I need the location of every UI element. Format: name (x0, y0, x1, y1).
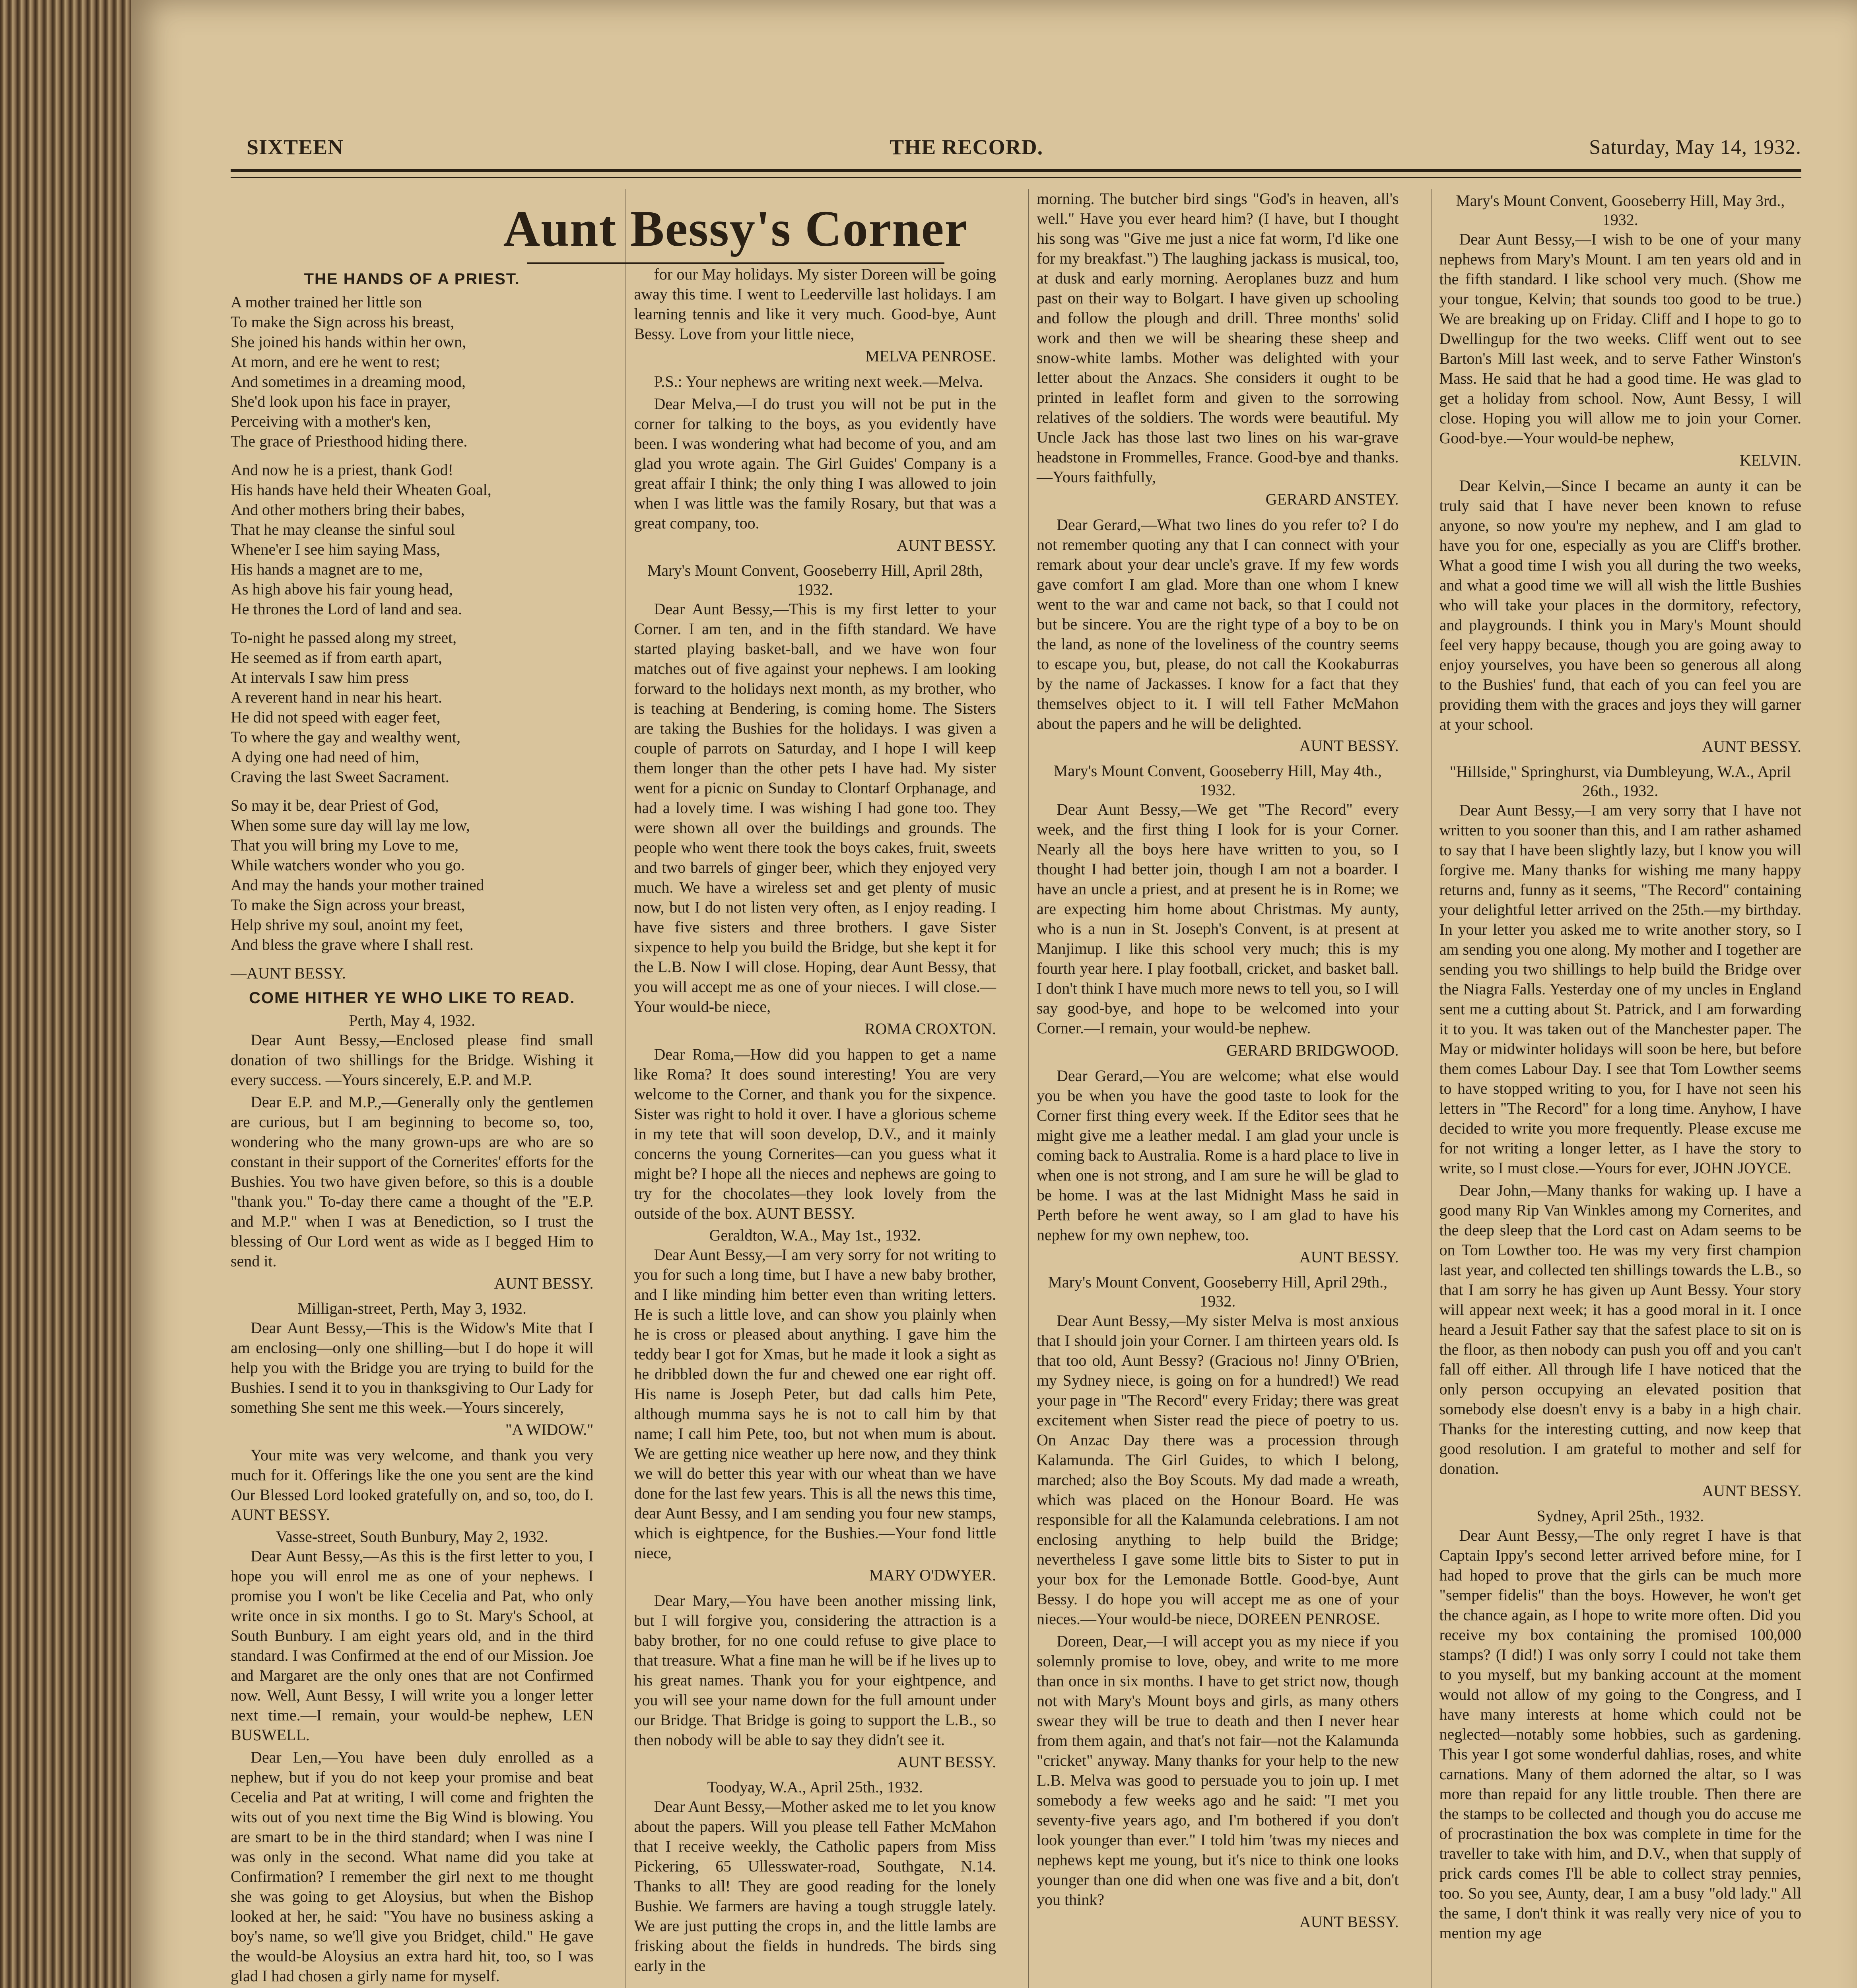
signature: MELVA PENROSE. (865, 347, 996, 365)
poem (231, 269, 594, 983)
letter-address: Geraldton, W.A., May 1st., 1932. (709, 1226, 921, 1244)
poem-line: A mother trained her little son (231, 293, 422, 311)
reply-text: Dear Len,—You have been duly enrolled as a nephew, but if you do not keep your promise and beat Cecelia and Pat at writing, I will come and frighten the wits out of you next time the Big Wind is blowing. You are smart to be in the third standard; when I was nine I was only in the second. What name did you take at Confirmation? I remember the girl next to me thought she was going to get Aloysius, but when the Bishop looked at her, he said: "You have no business asking a boy's name, so we'll give you Bridget, child." He gave the would-be Aloysius an extra hard hit, too, so I was glad I had chosen a girly name for myself. (231, 1748, 594, 1985)
poem-line: Craving the last Sweet Sacrament. (231, 768, 449, 786)
letter-text: Dear Aunt Bessy,—This is my first letter to your Corner. I am ten, and in the fifth standard. We have started playing basket-ball, and we have won four matches out of five against your nephews. I am looking forward to the holidays next month, as my brother, who is teaching at Bendering, is coming home. The Sisters are taking the Bushies for the holidays. I was given a couple of parrots on Saturday, and I hope I will keep them longer than the other pets I have had. My sister went for a picnic on Sunday to Clontarf Orphanage, and had a lovely time. I was wishing I had gone too. They were shown all over the buildings and grounds. The people who went there took the boys cakes, fruit, sweets and two barrels of ginger beer, which they enjoyed very much. We have a wireless set and get plenty of music now, but I do not listen very often, as I enjoy reading. I have five sisters and three brothers. I gave Sister sixpence to help you build the Bridge, but she kept it for the L.B. Now I will close. Hoping, dear Aunt Bessy, that you will accept me as one of your nieces. I will close.—Your would-be niece, (634, 600, 996, 1015)
reply-text: Dear Melva,—I do trust you will not be put in the corner for talking to the boys, as you evidently have been. I was wondering what had become of you, and am glad you wrote again. The Girl Guides' Company is a great affair I think; the only thing I was allowed to join when I was little was the family Rosary, but that was a great company, too. (634, 395, 996, 532)
poem-line: And bless the grave where I shall rest. (231, 936, 474, 953)
poem-line: He did not speed with eager feet, (231, 708, 441, 726)
poem-line: That he may cleanse the sinful soul (231, 520, 455, 538)
column-headline: Aunt Bessy's Corner (503, 200, 968, 257)
header-rule-thin (231, 177, 1801, 178)
signature: AUNT BESSY. (494, 1274, 594, 1292)
letter-text: Dear Aunt Bessy,—The only regret I have is that Captain Ippy's second letter arrived before mine, for I had hoped to prove that the girls can be much more "semper fidelis" than the boys. However, he won't get the chance again, as I hope to write more often. Did you receive my box containing the promised 100,000 stamps? (I did!) I was only sorry I could not take them to you myself, but my banking account at the moment would not allow of my going to the Congress, and I have many interests at home which could not be neglected—notably some hobbies, such as gardening. This year I got some wonderful dahlias, roses, and white carnations. Many of them adorned the altar, so I was more than repaid for any little trouble. Then there are the stamps to be collected and though you do accuse me of procrastination the box was complete in time for the traveller to take with him, and D.V., when that supply of prick cards comes I'll be able to collect stray pennies, too. So you see, Aunty, dear, I am a busy "old lady." All the same, I don't think it was really very nice of you to mention my age (1439, 1526, 1801, 1942)
letter-address: Mary's Mount Convent, Gooseberry Hill, May 4th., 1932. (1053, 762, 1382, 799)
poem-line: As high above his fair young head, (231, 580, 453, 598)
poem-line: And sometimes in a dreaming mood, (231, 373, 466, 390)
header-rule-thick (231, 169, 1801, 172)
poem-stanza (231, 460, 594, 619)
poem-line: His hands have held their Wheaten Goal, (231, 481, 491, 499)
reply-text: Dear E.P. and M.P.,—Generally only the gentlemen are curious, but I am beginning to become so, too, wondering who the many grown-ups are who are so constant in their support of the Cornerites' efforts for the Bushies. You two have given before, so this is a double "thank you." To-day there came a thought of the "E.P. and M.P." when I was at Benediction, so I trust the blessing of Our Lord went as wide as I begged Him to send it. (231, 1093, 594, 1270)
poem-line: To make the Sign across your breast, (231, 896, 465, 914)
letter-text: morning. The butcher bird sings "God's in heaven, all's well." Have you ever heard him? (I have, but I thought his song was "Give me just a nice fat worm, I'd like one for my breakfast.") The laughing jackass is musical, too, at dusk and early morning. Aeroplanes buzz and hum past on their way to Bolgart. I have given up schooling and follow the plough and drill. Three months' solid work and then we will be shearing these sheep and snow-white lambs. Mother was delighted with your letter about the Anzacs. She considers it ought to be printed in leaflet form and given to the sorrowing relatives of the soldiers. The words were beautiful. My Uncle Jack has those last two lines on his war-grave headstone in Frommelles, France. Good-bye and thanks.—Yours faithfully, (1037, 190, 1399, 486)
poem-line: While watchers wonder who you go. (231, 856, 465, 874)
letter-text: for our May holidays. My sister Doreen will be going away this time. I went to Leederville last holidays. I am learning tennis and like it very much. Good-bye, Aunt Bessy. Love from your little niece, (634, 265, 996, 343)
signature: GERARD ANSTEY. (1265, 490, 1399, 508)
poem-line: She'd look upon his face in prayer, (231, 392, 451, 410)
letter-address: Sydney, April 25th., 1932. (1536, 1507, 1704, 1525)
reply-text: Your mite was very welcome, and thank you very much for it. Offerings like the one you sent are the kind Our Blessed Lord looked gratefully on, and so, too, do I. AUNT BESSY. (231, 1446, 594, 1524)
poem-line: He seemed as if from earth apart, (231, 648, 442, 666)
reply-text: Dear John,—Many thanks for waking up. I have a good many Rip Van Winkles among my Cornerites, and the deep sleep that the Lord cast on Adam seems to be on Tom Lowther too. He was my very first champion last year, and collected ten shillings towards the L.B., so that I am sorry he has given up Aunt Bessy. Your story will appear next week; it has a good moral in it. I once heard a Jesuit Father say that the safest place to sit on is the floor, as then nobody can push you off and you can't fall off either. All through life I have noticed that the only person occupying an elevated position that somebody else doesn't envy is a baby in a high chair. Thanks for the interesting cutting, and now keep that good resolution. I am grateful to mother and self for donation. (1439, 1181, 1801, 1477)
signature: "A WIDOW." (505, 1421, 594, 1439)
column-3 (1028, 189, 1407, 1988)
letter-address: "Hillside," Springhurst, via Dumbleyung, W.A., April 26th., 1932. (1449, 763, 1791, 800)
column-4 (1431, 189, 1810, 1988)
letter-address: Milligan-street, Perth, May 3, 1932. (297, 1299, 526, 1317)
poem-line: The grace of Priesthood hiding there. (231, 432, 468, 450)
reply-text: Dear Mary,—You have been another missing link, but I will forgive you, considering the attraction is a baby brother, for no one could refuse to give place to that treasure. What a fine man he will be if he lives up to his great names. Thank you for your eightpence, and you will see your name down for the full amount under our Bridge. That Bridge is going to support the L.B., so then nobody will be able to say they didn't see it. (634, 1592, 996, 1749)
column-1 (223, 189, 602, 1988)
signature: ROMA CROXTON. (864, 1020, 996, 1038)
poem-title: THE HANDS OF A PRIEST. (304, 270, 520, 288)
poem-line: Whene'er I see him saying Mass, (231, 540, 441, 558)
letter-text: Dear Aunt Bessy,—Mother asked me to let you know about the papers. Will you please tell Father McMahon that I receive weekly, the Catholic papers from Miss Pickering, 65 Ullesswater-road, Southgate, N.14. Thanks to all! They are good reading for the lonely Bushie. We farmers are having a tough struggle lately. We are just putting the crops in, and the little lambs are frisking about the fields in hundreds. The birds sing early in the (634, 1798, 996, 1974)
page-header (247, 131, 1801, 163)
book-spine-edge (0, 0, 131, 1988)
signature: GERARD BRIDGWOOD. (1226, 1041, 1399, 1059)
reply-text: Dear Gerard,—What two lines do you refer to? I do not remember quoting any that I can connect with your remark about your dear uncle's grave. If my few words gave comfort I am glad. More than one whom I knew went to the war and came not back, so that I could not but be sincere. You are the right type of a boy to be on the land, as none of the loveliness of the country seems to escape you, but, please, do not call the Kookaburras by the name of Jackasses. I know for a fact that they themselves object to it. I will tell Father McMahon about the papers and he will be delighted. (1037, 516, 1399, 732)
letter-address: Mary's Mount Convent, Gooseberry Hill, April 28th, 1932. (647, 561, 983, 598)
poem-line: His hands a magnet are to me, (231, 560, 423, 578)
letter-address: Vasse-street, South Bunbury, May 2, 1932. (276, 1528, 548, 1545)
signature: AUNT BESSY. (1702, 738, 1801, 755)
column-2 (625, 189, 1004, 1988)
poem-line: To where the gay and wealthy went, (231, 728, 461, 746)
poem-line: Perceiving with a mother's ken, (231, 412, 431, 430)
poem-stanza (231, 796, 594, 955)
letter-address: Toodyay, W.A., April 25th., 1932. (707, 1778, 923, 1796)
signature: AUNT BESSY. (1299, 1913, 1399, 1931)
signature: MARY O'DWYER. (869, 1566, 996, 1584)
poem-stanza (231, 628, 594, 787)
letter-text: Dear Aunt Bessy,—As this is the first letter to you, I hope you will enrol me as one of your nephews. I promise you I won't be like Cecelia and Pat, who only write once in six months. I go to St. Mary's School, at South Bunbury. I am eight years old, and in the third standard. I was Confirmed at the end of our Mission. Joe and Margaret are the only ones that are not Confirmed now. Well, Aunt Bessy, I will write you a longer letter next time.—I remain, your would-be nephew, LEN BUSWELL. (231, 1547, 594, 1744)
signature: AUNT BESSY. (1299, 737, 1399, 755)
poem-line: And may the hands your mother trained (231, 876, 484, 894)
letter-text: Dear Aunt Bessy,—I wish to be one of your many nephews from Mary's Mount. I am ten years old and in the fifth standard. I like school very much. (Show me your tongue, Kelvin; that sounds too good to be true.) We are breaking up on Friday. Cliff and I hope to go to Dwellingup for the two weeks. Cliff went out to see Barton's Mill last week, and to serve Father Winston's Mass. He said that he had a good time. He was glad to get a holiday from school. Now, Aunt Bessy, I will close. Hoping you will allow me to join your Corner. Good-bye.—Your would-be nephew, (1439, 230, 1801, 447)
poem-signature: —AUNT BESSY. (231, 964, 346, 982)
poem-line: That you will bring my Love to me, (231, 836, 459, 854)
letter-text: Dear Aunt Bessy,—I am very sorry that I have not written to you sooner than this, and I am rather ashamed to say that I have been slightly lazy, but I know you will forgive me. Many thanks for wishing me many happy returns and, funny as it seems, "The Record" containing your delightful letter arrived on the 25th.—my birthday. In your letter you asked me to write another story, so I am sending you one along. My mother and I together are sending you two shillings to help build the Bridge over the Niagra Falls. Yesterday one of my uncles in England sent me a cutting about St. Patrick, and I am forwarding it to you. It was taken out of the Manchester paper. The May or midwinter holidays will soon be here, but before them comes Labour Day. I see that Tom Lowther seems to have stopped writing to you, for I have not seen his letters in "The Record" for a long time. Anyhow, I have decided to write you more frequently. Please excuse me for not writing a longer letter, as I have the story to write, so I must close.—Yours for ever, JOHN JOYCE. (1439, 801, 1801, 1177)
poem-line: Help shrive my soul, anoint my feet, (231, 916, 463, 934)
poem-line: At morn, and ere he went to rest; (231, 353, 440, 371)
signature: AUNT BESSY. (1299, 1248, 1399, 1266)
letter-text: Dear Aunt Bessy,—Enclosed please find small donation of two shillings for the Bridge. Wishing it every success. —Yours sincerely, E.P. and M.P. (231, 1031, 594, 1089)
letter-text: Dear Aunt Bessy,—We get "The Record" every week, and the first thing I look for is your Corner. Nearly all the boys here have written to you, so I thought I had better join, though I am not a boarder. I have an uncle a priest, and at present he is in Rome; we are expecting him home about Christmas. My aunty, who is a nun in St. Joseph's Convent, is at present at Manjimup. I like this school very much; this is my fourth year here. I play football, cricket, and basket ball. I don't think I have much more news to tell you, so I will say good-bye, and hope to be welcomed into your Corner.—I remain, your would-be nephew. (1037, 800, 1399, 1037)
reply-text: Doreen, Dear,—I will accept you as my niece if you solemnly promise to love, obey, and write to me more than once in six months. I have to get strict now, though not with Mary's Mount boys and girls, as many others swear they will be true to death and then I never hear from them again, and that's not fair—not the Kalamunda "cricket" anyway. Many thanks for your help to the new L.B. Melva was good to persuade you to join up. I met somebody a few weeks ago and he said: "I met you seventy-five years ago, and I'm bothered if you don't look younger than ever." I told him 'twas my nieces and nephews kept me young, but it's nice to think one looks younger than one did when one was five and a bit, don't you think? (1037, 1632, 1399, 1908)
letter-text: Dear Aunt Bessy,—My sister Melva is most anxious that I should join your Corner. I am thirteen years old. Is that too old, Aunt Bessy? (Gracious no! Jinny O'Brien, my Sydney niece, is going on for a hundred!) We read your page in "The Record" every Friday; there was great excitement when Sister read the piece of poetry to us. On Anzac Day there was a procession through Kalamunda. The Girl Guides, to which I belong, marched; also the Boy Scouts. My dad made a wreath, which was placed on the Honour Board. He was responsible for all the Kalamunda celebrations. I am not enclosing anything to help build the Bridge; nevertheless I gave some little bits to Sister to put in your box for the Lemonade Bottle. Good-bye, Aunt Bessy. I do hope you will accept me as one of your nieces.—Your would-be niece, DOREEN PENROSE. (1037, 1312, 1399, 1628)
issue-date: Saturday, May 14, 1932. (1589, 136, 1801, 159)
poem-line: A reverent hand in near his heart. (231, 688, 443, 706)
poem-line: A dying one had need of him, (231, 748, 420, 766)
poem-line: At intervals I saw him press (231, 668, 409, 686)
poem-line: She joined his hands within her own, (231, 333, 466, 351)
poem-stanza (231, 292, 594, 451)
poem-line: When some sure day will lay me low, (231, 816, 470, 834)
signature: AUNT BESSY. (897, 536, 996, 554)
poem-line: To make the Sign across his breast, (231, 313, 455, 331)
signature: AUNT BESSY. (1702, 1482, 1801, 1500)
letter-text: Dear Aunt Bessy,—I am very sorry for not writing to you for such a long time, but I have a new baby brother, and I like minding him better even than writing letters. He is such a little love, and can show you plainly when he is cross or pleased about anything. I gave him the teddy bear I got for Xmas, but he made it look a sight as he dribbled down the fur and chewed one ear right off. His name is Joseph Peter, but dad calls him Pete, although mumma says he is not to call him by that name; I call him Pete, too, but not when mum is about. We are getting nice weather up here now, and they think we will do better this year with our wheat than we have done for the last few years. This is all the news this time, dear Aunt Bessy, and I am sending you four new stamps, which is eightpence, for the Bushies.—Your fond little niece, (634, 1246, 996, 1562)
paper-name: THE RECORD. (890, 135, 1043, 159)
letter-address: Mary's Mount Convent, Gooseberry Hill, April 29th., 1932. (1048, 1273, 1388, 1310)
signature: KELVIN. (1739, 451, 1801, 469)
article-columns (223, 189, 1809, 1988)
signature: AUNT BESSY. (897, 1753, 996, 1771)
reply-text: Dear Kelvin,—Since I became an aunty it can be truly said that I have never been known to refuse anyone, so now you're my nephew, and I am glad to have you for one, especially as you are Cliff's brother. What a good time I wish you all during the two weeks, and what a good time we will all wish the little Bushies who will take your places in the dormitory, refectory, and playgrounds. I think you in Mary's Mount should feel very happy because, though you are going away to enjoy yourselves, you have been so generous all along to the Bushies' fund, that each of you can feel you are providing them with the graces and joys they will garner at your school. (1439, 477, 1801, 733)
letter-address: Mary's Mount Convent, Gooseberry Hill, May 3rd., 1932. (1456, 192, 1785, 229)
poem-line: And other mothers bring their babes, (231, 501, 465, 518)
section-title: COME HITHER YE WHO LIKE TO READ. (249, 989, 575, 1007)
poem-line: So may it be, dear Priest of God, (231, 796, 439, 814)
letter-text: Dear Aunt Bessy,—This is the Widow's Mite that I am enclosing—only one shilling—but I do hope it will help you with the Bridge you are trying to build for the Bushies. I send it to you in thanksgiving to Our Lady for something She sent me this week.—Yours sincerely, (231, 1319, 594, 1416)
poem-line: And now he is a priest, thank God! (231, 461, 453, 479)
poem-line: He thrones the Lord of land and sea. (231, 600, 462, 618)
page-number: SIXTEEN (247, 135, 344, 159)
letter-text: P.S.: Your nephews are writing next week.—Melva. (654, 373, 983, 390)
letter-address: Perth, May 4, 1932. (349, 1011, 476, 1029)
reply-text: Dear Roma,—How did you happen to get a name like Roma? It does sound interesting! You are very welcome to the Corner, and thank you for the sixpence. Sister was right to hold it over. I have a glorious scheme in my tete that will soon develop, D.V., and it mainly concerns the young Cornerites—can you guess what it might be? I hope all the nieces and nephews are going to try for the chocolates—they look lovely from the outside of the box. AUNT BESSY. (634, 1045, 996, 1222)
poem-line: To-night he passed along my street, (231, 629, 457, 646)
reply-text: Dear Gerard,—You are welcome; what else would you be when you have the good taste to look for the Corner first thing every week. If the Editor sees that he might give me a leather medal. I am glad your uncle is coming back to Australia. Rome is a hard place to live in when one is not strong, and I am sure he will be glad to be home. I was at the last Midnight Mass he said in Perth before he went away, so I am glad to have his nephew for my own nephew, too. (1037, 1067, 1399, 1244)
